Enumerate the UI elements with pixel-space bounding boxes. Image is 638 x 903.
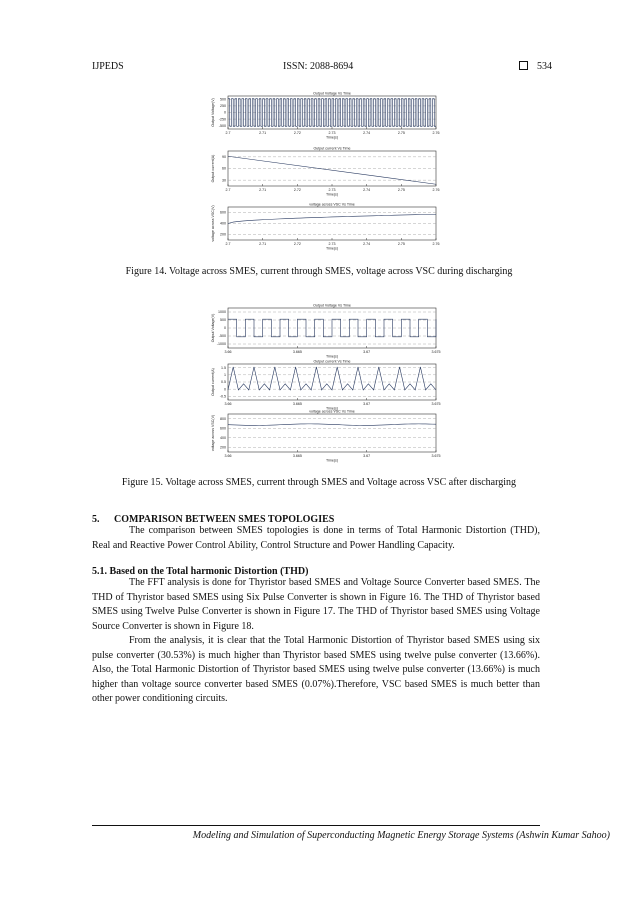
fig15-vsc-voltage-xtick-label: 3.67 [363,454,371,458]
fig14-current-xtick-label: 2.71 [259,188,267,192]
fig15-current-xtick-label: 3.66 [224,402,232,406]
fig14-vsc-voltage-xtick-label: 2.71 [259,242,267,246]
fig14-vsc-voltage-xlabel: Time(s) [325,246,339,251]
fig15-current-ylabel: Output current(A) [211,368,215,396]
fig14-current-xlabel: Time(s) [325,192,339,197]
fig15-voltage-title: Output Voltage Vs Time [313,303,351,308]
issn: ISSN: 2088-8694 [283,61,354,72]
section-5-1-paragraph-2: From the analysis, it is clear that the Total Harmonic Distortion of Thyristor based SMES using six pulse converter (30.53%) is much higher than Thyristor based SMES using twelve pulse converter (13.66%). Also, the Total Harmonic Distortion of Thyristor based SMES using twelve pulse converter (13.66%) is much higher than voltage source converter based SMES (0.07%).Therefore, VSC based SMES is much better than other power conditioning circuits. [92,635,540,705]
fig14-voltage-series-line [228,99,436,127]
fig14-vsc-voltage-ylabel: voltage across VSC(V) [211,205,215,242]
fig14-voltage-xtick-label: 2.71 [259,131,267,135]
fig15-vsc-voltage-series-line [228,424,436,426]
fig14-current-title: Output current Vs Time [313,146,351,151]
fig15-voltage-xtick-label: 3.675 [431,350,441,354]
fig14-voltage-xtick-label: 2.73 [328,131,336,135]
fig15-vsc-voltage-title: voltage across VSC Vs Time [309,409,355,414]
page-number-group [519,61,552,72]
checkbox-bullet-icon [519,61,528,70]
figure-15 [200,302,450,466]
section-5-1-paragraph-1: The FFT analysis is done for Thyristor based SMES and Voltage Source Converter based SMES. The THD of Thyristor based SMES using Six Pulse Converter is shown in Figure 16. The THD of Thyristor based SMES using Twelve Pulse Converter is shown in Figure 17. The THD of Thyristor based SMES using Voltage Source Converter is shown in Figure 18. [92,577,540,632]
fig14-voltage-ytick-label: 0 [224,110,226,115]
fig14-voltage-xlabel: Time(s) [325,135,339,140]
fig14-voltage-ytick-label: 500 [220,97,226,102]
fig14-vsc-voltage-title: voltage across VSC Vs Time [309,202,355,207]
figure-14 [200,88,450,260]
figure-15-plot [200,302,450,466]
fig14-current-ylabel: Output current(A) [211,154,215,183]
fig14-vsc-voltage-series-line [228,214,436,223]
fig15-voltage-ytick-label: 0 [224,326,226,331]
fig14-vsc-voltage-ytick-label: 400 [220,221,226,226]
fig14-current-xtick-label: 2.72 [293,188,301,192]
fig14-vsc-voltage-xtick-label: 2.75 [397,242,405,246]
fig14-current-xtick-label: 2.7 [225,188,231,192]
fig15-voltage-xlabel: Time(s) [325,354,339,359]
fig15-current-ytick-label: 0.5 [221,380,226,385]
fig14-voltage-ylabel: Output Voltage(V) [211,98,215,127]
fig14-voltage-xtick-label: 2.75 [397,131,405,135]
fig14-current-xtick-label: 2.73 [328,188,336,192]
fig15-voltage-ytick-label: 500 [220,318,226,323]
fig14-voltage-ytick-label: 250 [220,104,226,109]
fig15-vsc-voltage-axes-frame [228,414,436,452]
fig15-voltage-xtick-label: 3.67 [363,350,371,354]
fig15-vsc-voltage-ytick-label: 600 [220,426,226,431]
fig14-voltage-xtick-label: 2.7 [225,131,231,135]
fig14-voltage-xtick-label: 2.74 [363,131,371,135]
fig15-vsc-voltage-ytick-label: 200 [220,445,226,450]
figure-14-plot [200,88,450,260]
fig14-current-xtick-label: 2.75 [397,188,405,192]
fig15-voltage-ylabel: Output Voltage(V) [211,313,215,343]
fig14-voltage-ytick-label: -500 [218,123,226,128]
fig14-current-xtick-label: 2.76 [432,188,440,192]
fig14-vsc-voltage-ytick-label: 600 [220,210,226,215]
fig15-voltage-xtick-label: 3.665 [292,350,302,354]
fig14-current-ytick-label: 30 [222,178,226,183]
fig15-voltage-ytick-label: -1000 [216,342,226,347]
fig14-voltage-title: Output Voltage Vs Time [313,91,351,96]
footer-text: Modeling and Simulation of Superconducting Magnetic Energy Storage Systems (Ashwin Kumar Sahoo) [192,830,610,841]
footer-rule [92,825,540,826]
page-number: 534 [537,61,552,72]
fig15-current-ytick-label: 0 [224,387,226,392]
fig15-current-title: Output current Vs Time [313,359,351,364]
fig14-vsc-voltage-xtick-label: 2.7 [225,242,231,246]
fig14-voltage-xtick-label: 2.72 [293,131,301,135]
section-5-1-heading: 5.1. Based on the Total harmonic Distortion (THD) [92,566,309,577]
fig15-current-xtick-label: 3.67 [363,402,371,406]
fig14-current-xtick-label: 2.74 [363,188,371,192]
fig15-vsc-voltage-xtick-label: 3.675 [431,454,441,458]
fig15-current-ytick-label: 1 [224,373,226,377]
fig15-vsc-voltage-xtick-label: 3.665 [292,454,302,458]
fig14-vsc-voltage-xtick-label: 2.76 [432,242,440,246]
section-5-paragraph: The comparison between SMES topologies is done in terms of Total Harmonic Distortion (THD), Real and Reactive Power Control Ability, Control Structure and Power Handling Capacity. [92,525,540,551]
fig15-current-xlabel: Time(s) [325,406,339,411]
fig15-current-ytick-label: -0.5 [219,394,226,399]
fig15-voltage-ytick-label: 1000 [218,310,226,315]
fig14-current-ytick-label: 90 [222,155,226,160]
fig15-current-ytick-label: 1.5 [221,365,226,370]
fig15-vsc-voltage-ytick-label: 800 [220,416,226,421]
fig15-vsc-voltage-ylabel: voltage across VSC(V) [211,414,215,452]
fig14-voltage-ytick-label: -250 [218,117,226,122]
figure-15-caption: Figure 15. Voltage across SMES, current through SMES and Voltage across VSC after discharging [121,477,517,488]
fig15-current-xtick-label: 3.665 [292,402,302,406]
section-5-title: COMPARISON BETWEEN SMES TOPOLOGIES [114,514,335,525]
fig14-voltage-xtick-label: 2.76 [432,131,440,135]
fig15-current-xtick-label: 3.675 [431,402,441,406]
fig15-vsc-voltage-ytick-label: 400 [220,435,226,440]
fig14-vsc-voltage-xtick-label: 2.72 [293,242,301,246]
section-5-number: 5. [92,514,100,525]
fig14-vsc-voltage-ytick-label: 200 [220,232,226,237]
figure-14-caption: Figure 14. Voltage across SMES, current through SMES, voltage across VSC during discharging [125,266,513,277]
fig15-voltage-ytick-label: -500 [218,334,226,339]
journal-name: IJPEDS [92,61,124,72]
fig14-vsc-voltage-xtick-label: 2.74 [363,242,371,246]
fig14-current-ytick-label: 60 [222,166,226,171]
fig15-current-series-line [228,367,436,390]
fig15-vsc-voltage-xtick-label: 3.66 [224,454,232,458]
fig15-voltage-xtick-label: 3.66 [224,350,232,354]
fig15-vsc-voltage-xlabel: Time(s) [325,458,339,463]
fig14-vsc-voltage-xtick-label: 2.73 [328,242,336,246]
